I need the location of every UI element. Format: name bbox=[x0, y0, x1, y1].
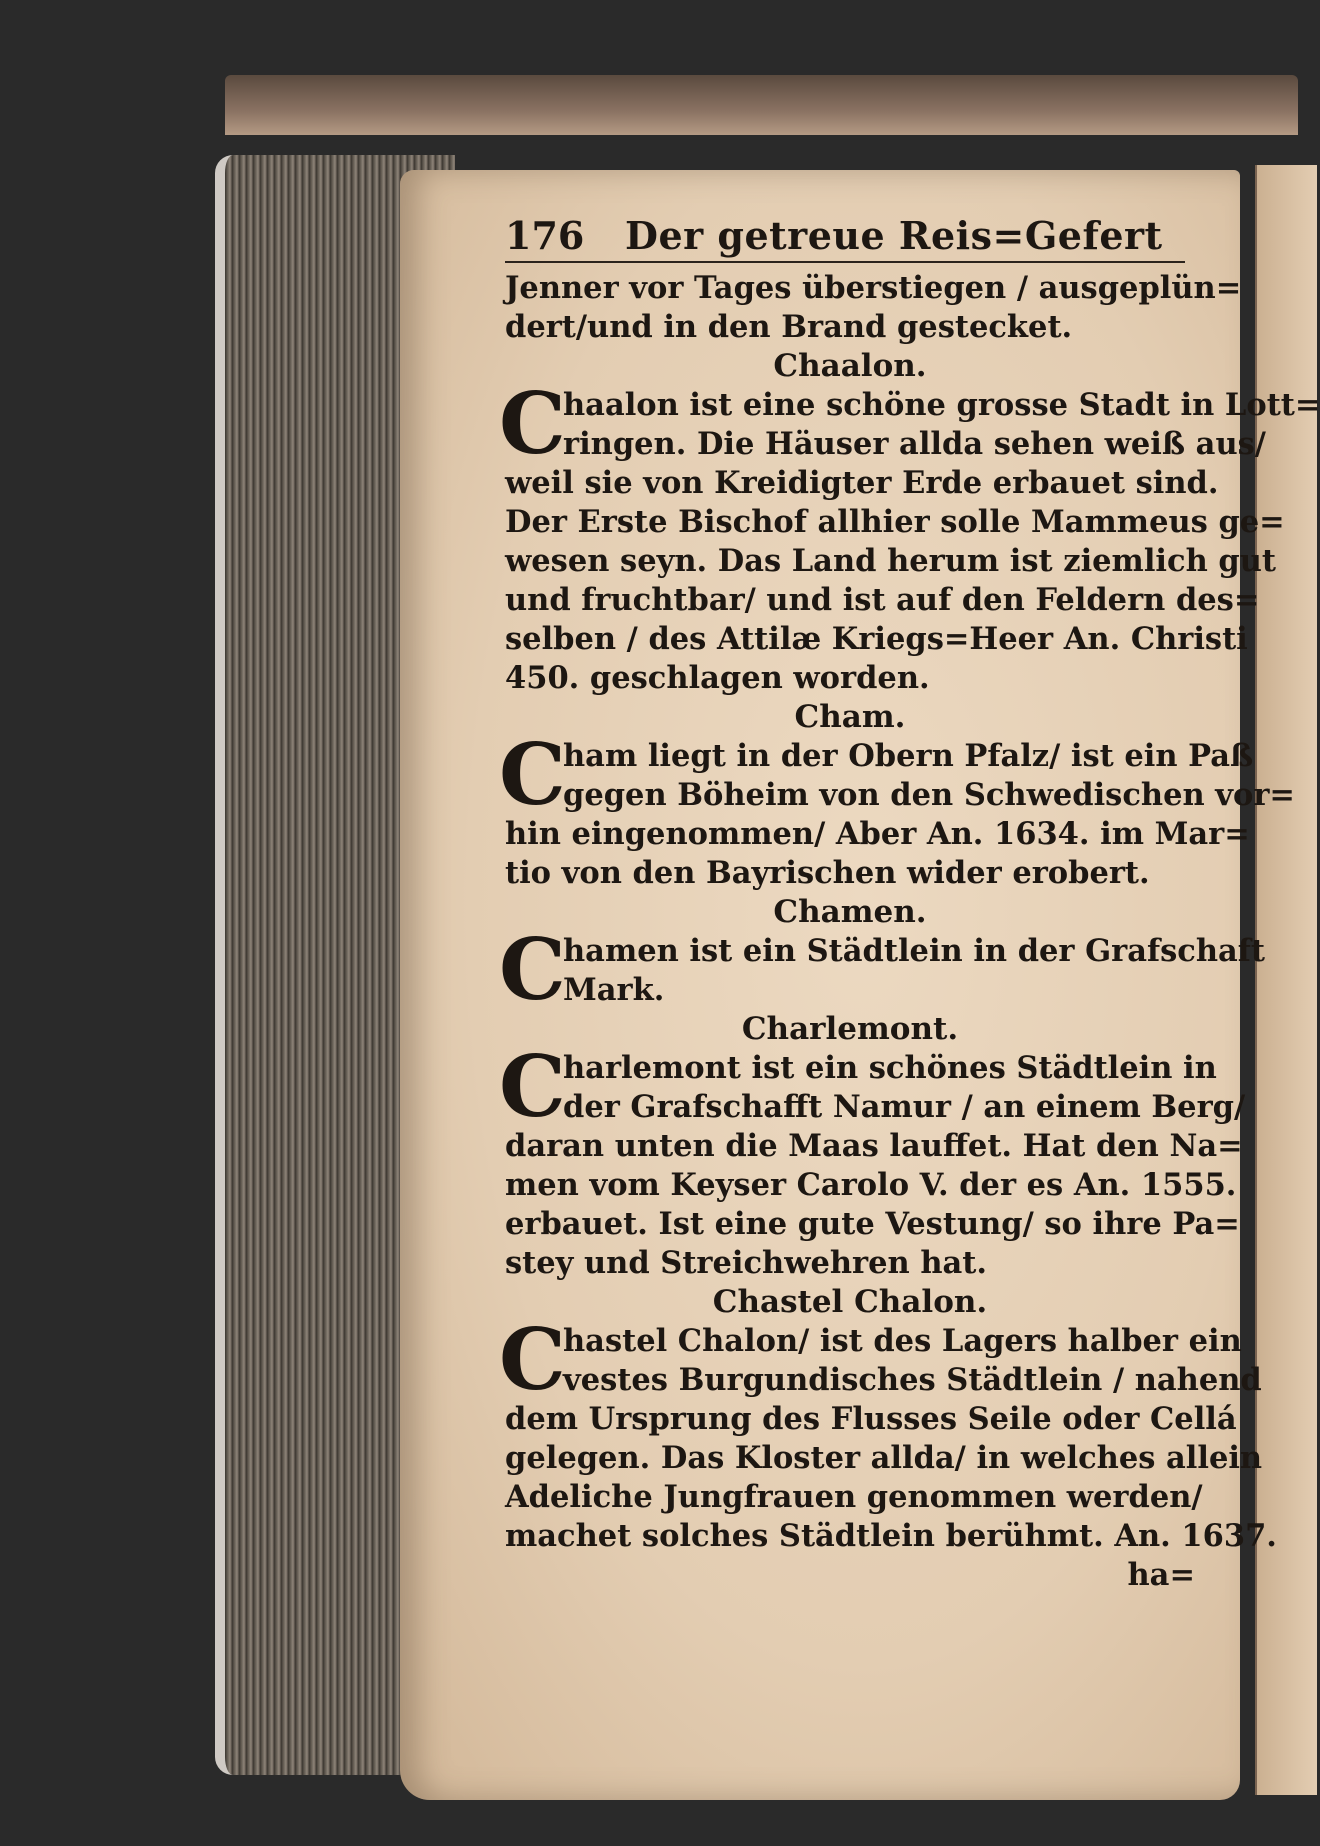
entry-heading: Cham. bbox=[794, 699, 906, 735]
line-text: Der Erste Bischof allhier solle Mammeus ge= bbox=[505, 504, 1285, 540]
line-text: harlemont ist ein schönes Städtlein in bbox=[563, 1050, 1217, 1086]
drop-cap: C bbox=[499, 1037, 566, 1136]
line-text: der Grafschafft Namur / an einem Berg/ bbox=[563, 1089, 1246, 1125]
line-text: men vom Keyser Carolo V. der es An. 1555. bbox=[505, 1167, 1237, 1203]
page-number: 176 bbox=[505, 213, 585, 258]
page-text bbox=[499, 213, 1320, 1595]
book-top-edge bbox=[225, 75, 1298, 135]
line-text: wesen seyn. Das Land herum ist ziemlich gut bbox=[505, 543, 1276, 579]
line-text: hastel Chalon/ ist des Lagers halber ein bbox=[563, 1323, 1242, 1359]
text-line bbox=[505, 776, 1295, 815]
text-line bbox=[505, 503, 1285, 542]
line-text: haalon ist eine schöne grosse Stadt in Lott= bbox=[563, 387, 1320, 423]
entry-heading: Charlemont. bbox=[741, 1011, 959, 1047]
line-text: dem Ursprung des Flusses Seile oder Cellá bbox=[505, 1401, 1237, 1437]
entry-heading: Chamen. bbox=[773, 894, 927, 930]
running-title: Der getreue Reis=Gefert bbox=[625, 213, 1163, 258]
text-line bbox=[505, 815, 1250, 854]
text-line bbox=[505, 620, 1248, 659]
line-text: gegen Böheim von den Schwedischen vor= bbox=[563, 777, 1295, 813]
drop-cap: C bbox=[499, 1310, 566, 1409]
line-text: stey und Streichwehren hat. bbox=[505, 1245, 987, 1281]
entry bbox=[499, 1283, 1277, 1556]
text-line bbox=[505, 1127, 1243, 1166]
intro-lines bbox=[505, 269, 1242, 347]
line-text: Adeliche Jungfrauen genommen werden/ bbox=[505, 1479, 1203, 1515]
line-text: gelegen. Das Kloster allda/ in welches allein bbox=[505, 1440, 1263, 1476]
text-line: Jenner vor Tages überstiegen / ausgeplün= bbox=[505, 270, 1242, 306]
text-line bbox=[505, 1478, 1203, 1517]
entry-heading: Chaalon. bbox=[773, 348, 927, 384]
text-line bbox=[505, 1361, 1262, 1400]
drop-cap: C bbox=[499, 725, 566, 824]
line-text: machet solches Städtlein berühmt. An. 1637. bbox=[505, 1518, 1277, 1554]
text-line bbox=[505, 1088, 1253, 1127]
line-text: selben / des Attilæ Kriegs=Heer An. Christi bbox=[505, 621, 1248, 657]
text-line bbox=[505, 1400, 1237, 1439]
text-line bbox=[505, 971, 1253, 1010]
text-line bbox=[505, 1166, 1237, 1205]
line-text: ham liegt in der Obern Pfalz/ ist ein Paß bbox=[563, 738, 1254, 774]
entry bbox=[499, 698, 1295, 893]
line-text: tio von den Bayrischen wider erobert. bbox=[505, 855, 1150, 891]
text-line bbox=[505, 542, 1276, 581]
text-line bbox=[505, 1205, 1240, 1244]
text-line bbox=[505, 581, 1260, 620]
entry bbox=[499, 347, 1320, 698]
line-text: weil sie von Kreidigter Erde erbauet sind. bbox=[505, 465, 1219, 501]
line-text: vestes Burgundisches Städtlein / nahend bbox=[563, 1362, 1262, 1398]
line-text: erbauet. Ist eine gute Vestung/ so ihre Pa= bbox=[505, 1206, 1240, 1242]
text-line bbox=[505, 659, 1195, 698]
text-line bbox=[505, 1244, 1195, 1283]
drop-cap: C bbox=[499, 920, 566, 1019]
line-text: hamen ist ein Städtlein in der Grafschaft bbox=[563, 933, 1266, 969]
entry-heading: Chastel Chalon. bbox=[712, 1284, 988, 1320]
catchword: ha= bbox=[1127, 1557, 1195, 1593]
line-text: ringen. Die Häuser allda sehen weiß aus/ bbox=[563, 426, 1266, 462]
line-text: 450. geschlagen worden. bbox=[505, 660, 930, 696]
line-text: Mark. bbox=[563, 972, 665, 1008]
page-header bbox=[505, 213, 1185, 263]
text-line bbox=[505, 854, 1195, 893]
text-line bbox=[505, 1439, 1263, 1478]
text-line bbox=[505, 464, 1219, 503]
entries bbox=[499, 347, 1320, 1556]
text-line: dert/und in den Brand gestecket. bbox=[505, 309, 1073, 345]
entry bbox=[499, 1010, 1246, 1283]
line-text: daran unten die Maas lauffet. Hat den Na= bbox=[505, 1128, 1243, 1164]
line-text: hin eingenommen/ Aber An. 1634. im Mar= bbox=[505, 816, 1250, 852]
line-text: und fruchtbar/ und ist auf den Feldern des= bbox=[505, 582, 1260, 618]
text-line bbox=[505, 425, 1266, 464]
text-line bbox=[505, 1517, 1277, 1556]
entry bbox=[499, 893, 1266, 1019]
drop-cap: C bbox=[499, 374, 566, 473]
